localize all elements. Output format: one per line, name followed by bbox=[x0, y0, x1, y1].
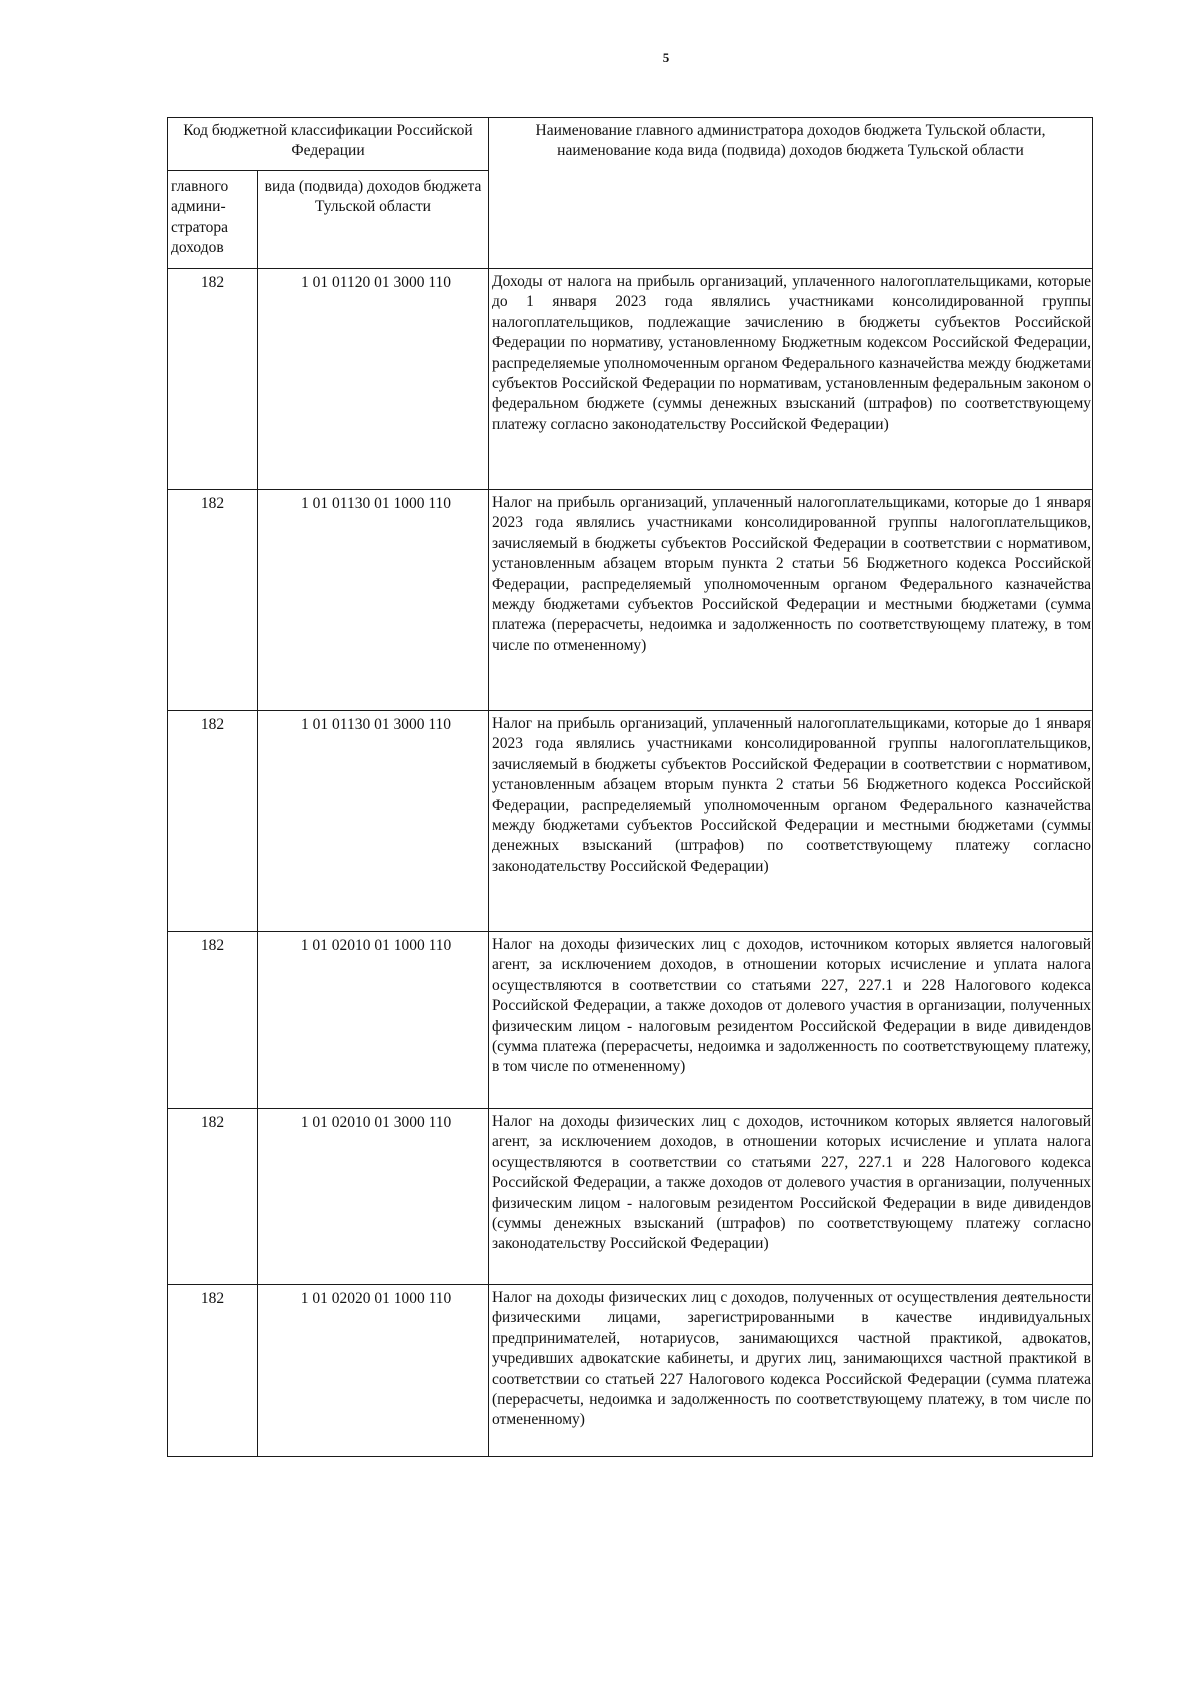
cell-income-code: 1 01 01130 01 3000 110 bbox=[258, 711, 489, 932]
table-row bbox=[168, 932, 1093, 1109]
table-row bbox=[168, 490, 1093, 711]
table-row bbox=[168, 269, 1093, 490]
cell-income-code: 1 01 01130 01 1000 110 bbox=[258, 490, 489, 711]
cell-income-name: Доходы от налога на прибыль организаций, уплаченного налогоплательщиками, которые до 1 января 2023 года являлись участниками консолидированной группы налогоплательщиков, подлежащие зачислению в бюджеты субъектов Российской Федерации по нормативу, установленному Бюджетным кодексом Российской Федерации, распределяемые уполномоченным органом Федерального казначейства между бюджетами субъектов Российской Федерации по нормативам, установленным федеральным законом о федеральном бюджете (суммы денежных взысканий (штрафов) по соответствующему платежу согласно законодательству Российской Федерации) bbox=[489, 269, 1093, 490]
cell-admin-code: 182 bbox=[168, 932, 258, 1109]
table-header-row bbox=[168, 118, 1093, 171]
cell-income-code: 1 01 02020 01 1000 110 bbox=[258, 1285, 489, 1457]
cell-admin-code: 182 bbox=[168, 490, 258, 711]
budget-classification-table bbox=[167, 117, 1093, 1457]
cell-admin-code: 182 bbox=[168, 1285, 258, 1457]
cell-admin-code: 182 bbox=[168, 269, 258, 490]
cell-admin-code: 182 bbox=[168, 1109, 258, 1285]
cell-income-code: 1 01 01120 01 3000 110 bbox=[258, 269, 489, 490]
table-row bbox=[168, 1285, 1093, 1457]
header-admin: главного админи-стратора доходов bbox=[168, 171, 258, 269]
header-code: вида (подвида) доходов бюджета Тульской области bbox=[258, 171, 489, 269]
table-row bbox=[168, 711, 1093, 932]
cell-income-name: Налог на прибыль организаций, уплаченный налогоплательщиками, которые до 1 января 2023 года являлись участниками консолидированной группы налогоплательщиков, зачисляемый в бюджеты субъектов Российской Федерации в соответствии с нормативом, установленным абзацем вторым пункта 2 статьи 56 Бюджетного кодекса Российской Федерации, распределяемый уполномоченным органом Федерального казначейства между бюджетами субъектов Российской Федерации и местными бюджетами (суммы денежных взысканий (штрафов) по соответствующему платежу согласно законодательству Российской Федерации) bbox=[489, 711, 1093, 932]
cell-income-name: Налог на доходы физических лиц с доходов, источником которых является налоговый агент, за исключением доходов, в отношении которых исчисление и уплата налога осуществляются в соответствии со статьями 227, 227.1 и 228 Налогового кодекса Российской Федерации, а также доходов от долевого участия в организации, полученных физическим лицом - налоговым резидентом Российской Федерации в виде дивидендов (сумма платежа (перерасчеты, недоимка и задолженность по соответствующему платежу, в том числе по отмененному) bbox=[489, 932, 1093, 1109]
page-number: 5 bbox=[662, 50, 670, 65]
cell-income-name: Налог на доходы физических лиц с доходов, источником которых является налоговый агент, за исключением доходов, в отношении которых исчисление и уплата налога осуществляются в соответствии со статьями 227, 227.1 и 228 Налогового кодекса Российской Федерации, а также доходов от долевого участия в организации, полученных физическим лицом - налоговым резидентом Российской Федерации в виде дивидендов (суммы денежных взысканий (штрафов) по соответствующему платежу согласно законодательству Российской Федерации) bbox=[489, 1109, 1093, 1285]
cell-income-code: 1 01 02010 01 3000 110 bbox=[258, 1109, 489, 1285]
cell-income-name: Налог на доходы физических лиц с доходов, полученных от осуществления деятельности физическими лицами, зарегистрированными в качестве индивидуальных предпринимателей, нотариусов, занимающихся частной практикой, адвокатов, учредивших адвокатские кабинеты, и других лиц, занимающихся частной практикой в соответствии со статьей 227 Налогового кодекса Российской Федерации (сумма платежа (перерасчеты, недоимка и задолженность по соответствующему платежу, в том числе по отмененному) bbox=[489, 1285, 1093, 1457]
header-classification-code: Код бюджетной классификации Российской Федерации bbox=[168, 118, 489, 171]
cell-income-name: Налог на прибыль организаций, уплаченный налогоплательщиками, которые до 1 января 2023 года являлись участниками консолидированной группы налогоплательщиков, зачисляемый в бюджеты субъектов Российской Федерации в соответствии с нормативом, установленным абзацем вторым пункта 2 статьи 56 Бюджетного кодекса Российской Федерации, распределяемый уполномоченным органом Федерального казначейства между бюджетами субъектов Российской Федерации и местными бюджетами (сумма платежа (перерасчеты, недоимка и задолженность по соответствующему платежу, в том числе по отмененному) bbox=[489, 490, 1093, 711]
header-name: Наименование главного администратора доходов бюджета Тульской области, наименование кода вида (подвида) доходов бюджета Тульской области bbox=[489, 118, 1093, 269]
cell-income-code: 1 01 02010 01 1000 110 bbox=[258, 932, 489, 1109]
table-row bbox=[168, 1109, 1093, 1285]
cell-admin-code: 182 bbox=[168, 711, 258, 932]
